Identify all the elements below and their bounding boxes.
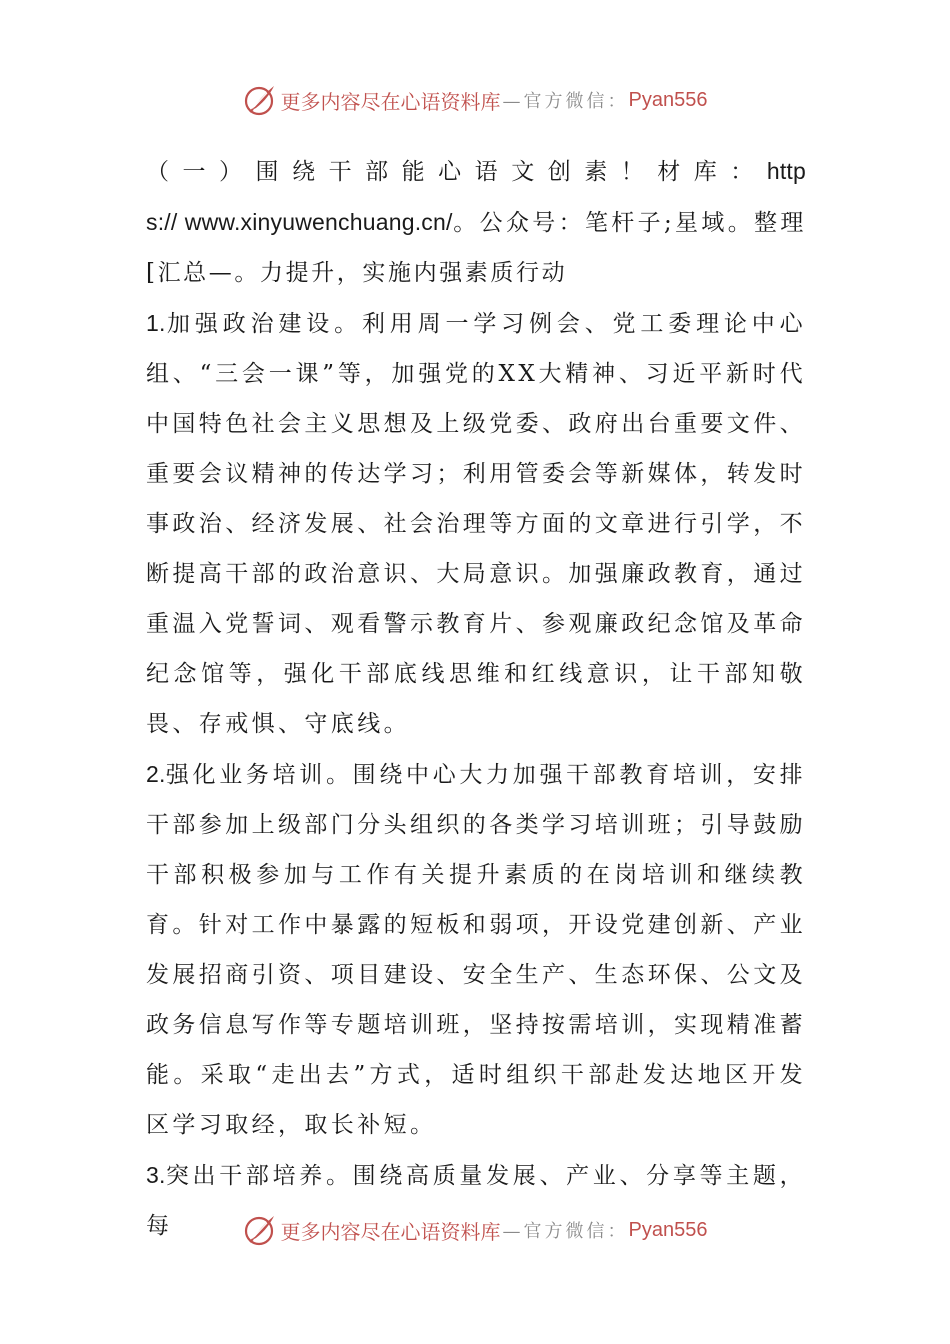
document-body (146, 146, 806, 1251)
item-text: 突出干部培养。围绕高质量发展、产业、分享等主题，每 (146, 1163, 806, 1239)
banner-official-label: —官方微信： (502, 1221, 629, 1242)
banner-wechat-id: Pyan556 (628, 88, 708, 111)
list-item (146, 749, 806, 1150)
intro-paragraph (146, 146, 806, 298)
item-text: 加强政治建设。利用周一学习例会、党工委理论中心组、“三会一课”等，加强党的XX大精神、习近平新时代中国特色社会主义思想及上级党委、政府出台重要文件、重要会议精神的传达学习；利用管委会等新媒体，转发时事政治、经济发展、社会治理等方面的文章进行引学，不断提高干部的政治意识、大局意识。加强廉政教育，通过重温入党誓词、观看警示教育片、参观廉政纪念馆及革命纪念馆等，强化干部底线思维和红线意识，让干部知敬畏、存戒惧、守底线。 (146, 311, 806, 737)
banner-wechat-id: Pyan556 (628, 1218, 708, 1241)
banner-official-label: —官方微信： (502, 91, 629, 112)
banner-slogan: 更多内容尽在心语资料库 (280, 89, 501, 114)
item-number: 1. (146, 310, 166, 336)
banner-slogan: 更多内容尽在心语资料库 (280, 1219, 501, 1244)
footer-banner (0, 1208, 950, 1252)
quill-pen-logo-icon (243, 1213, 277, 1247)
item-text: 强化业务培训。围绕中心大力加强干部教育培训，安排干部参加上级部门分头组织的各类学习培训班；引导鼓励干部积极参加与工作有关提升素质的在岗培训和继续教育。针对工作中暴露的短板和弱项，开设党建创新、产业发展招商引资、项目建设、安全生产、生态环保、公文及政务信息写作等专题培训班，坚持按需培训，实现精准蓄能。采取“走出去”方式，适时组织干部赴发达地区开发区学习取经，取长补短。 (146, 762, 806, 1138)
intro-suffix: 。公众号：笔杆子;星域。整理[汇总—。力提升，实施内强素质行动 (146, 210, 806, 286)
quill-pen-logo-icon (243, 83, 277, 117)
item-number: 2. (146, 761, 166, 787)
header-banner (0, 78, 950, 122)
list-item (146, 298, 806, 749)
intro-heading: （一）围绕干部能心语文创素！材库： (146, 159, 767, 185)
item-number: 3. (146, 1162, 166, 1188)
intro-url: https:// www.xinyuwenchuang.cn/ (146, 158, 806, 235)
